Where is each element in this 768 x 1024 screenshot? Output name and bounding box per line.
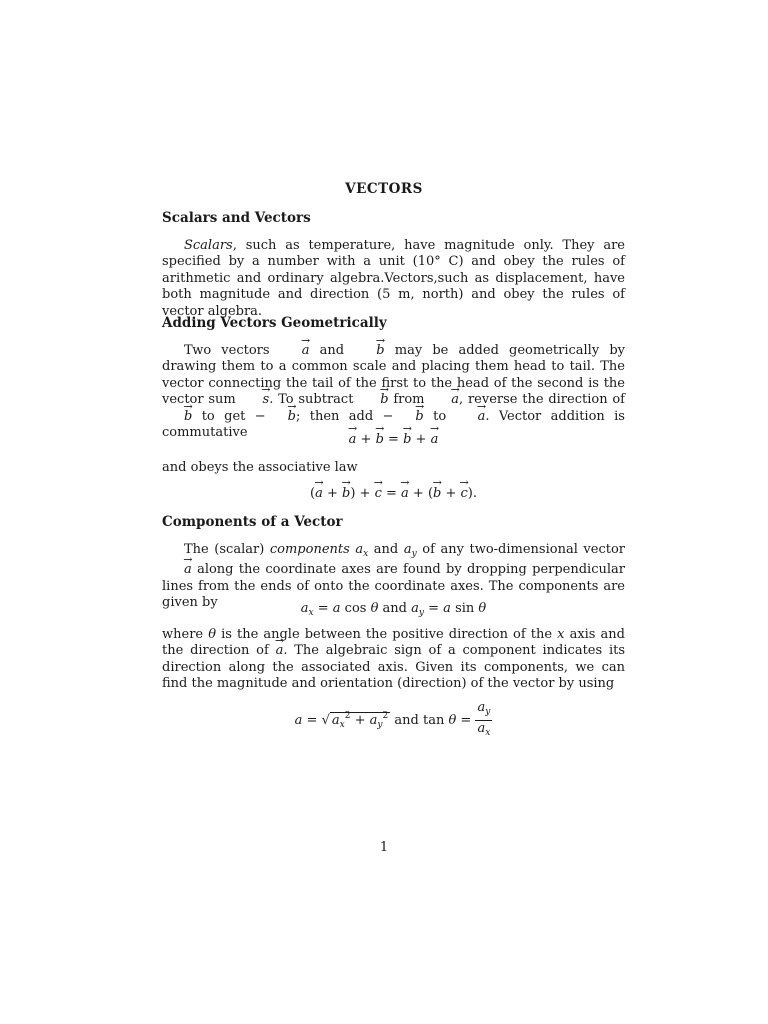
heading-scalars-and-vectors: Scalars and Vectors (162, 210, 311, 226)
paragraph-components: The (scalar) components $a_x$ and $a_y$ of any two-dimensional vector → a along the coordinate axes are found by dropping perpendicular lines from the ends of onto the coordinate axes. The components are given by (162, 542, 625, 612)
heading-components: Components of a Vector (162, 514, 343, 530)
equation-associative: (→ a + → b) + → c = → a + (→ b + → c). (162, 486, 625, 501)
paragraph-scalars (162, 238, 625, 320)
term-scalars: Scalars (184, 238, 233, 253)
paragraph-scalars-text: , such as temperature, have magnitude only. They are specified by a number with a unit (10° C) and obey the rules of arithmetic and ordinary algebra.Vectors,such as displacement, have both magnitude and direction (5 m, north) and obey the rules of vector algebra. (162, 238, 625, 319)
equation-commutative: → a + → b = → b + → a (162, 432, 625, 447)
paragraph-adding-vectors: Two vectors → a and → b may be added geometrically by drawing them to a common scale and placing them head to tail. The vector connecting the tail of the first to the head of the second is the vector sum → s. To subtract → b from → a, reverse the direction of → b to get −→ b; then add −→ b to → a. Vector addition is commutative (162, 343, 625, 441)
paragraph-where-theta: where θ is the angle between the positive direction of the x axis and the direction of → a. The algebraic sign of a component indicates its direction along the associated axis. Given its components, we can find the magnitude and orientation (direction) of the vector by using (162, 627, 625, 693)
heading-adding-vectors: Adding Vectors Geometrically (162, 315, 387, 331)
page-number: 1 (379, 840, 389, 855)
paragraph-associative-intro: and obeys the associative law (162, 460, 358, 475)
page-title: VECTORS (345, 181, 423, 197)
equation-components: $a_x = a$ cos θ and $a_y = a$ sin θ (300, 601, 487, 618)
equation-magnitude-direction: a = √ $a_x^2 + a_y^2$ and tan θ = $\frac{a_y}{a_x}$ (294, 700, 491, 738)
